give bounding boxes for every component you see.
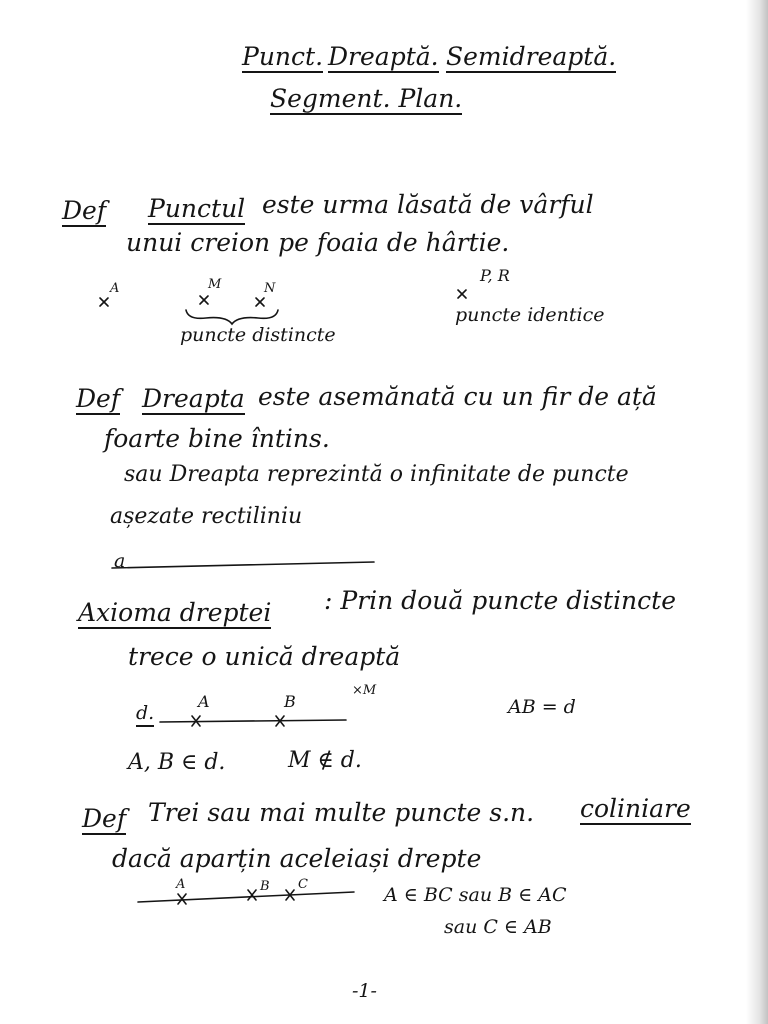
point-label-n: N (264, 281, 276, 296)
term-coliniare: coliniare (580, 794, 691, 823)
title-segment-plan: Segment. Plan. (270, 84, 463, 113)
line-label-a: a (114, 550, 126, 572)
term-dreapta: Dreapta (142, 384, 245, 413)
caption-puncte-distincte: puncte distincte (180, 324, 336, 346)
line-a (112, 562, 374, 568)
coliniare-point-a: A (176, 877, 186, 892)
axioma-eq-ab-d: AB = d (508, 696, 576, 718)
axioma-point-a: A (198, 692, 210, 711)
title-dreapta: Dreaptă. (328, 42, 439, 71)
coliniare-point-c: C (298, 877, 308, 892)
title-semidreapta: Semidreaptă. (446, 42, 617, 71)
term-axioma-dreptei: Axioma dreptei (78, 598, 272, 627)
cross-mark-n (256, 298, 264, 306)
page-number: -1- (352, 980, 377, 1002)
coliniare-point-b: B (260, 879, 270, 894)
axioma-point-b: B (284, 692, 296, 711)
def-dreapta-text-2: foarte bine întins. (104, 424, 330, 453)
coliniare-text-1: Trei sau mai multe puncte s.n. (148, 798, 535, 827)
cross-mark-col-a (178, 894, 186, 904)
def-tag-dreapta: Def (76, 384, 121, 413)
brace-distinct (186, 310, 278, 324)
coliniare-relation-2: sau C ∈ AB (444, 916, 552, 938)
axioma-text-2: trece o unică dreaptă (128, 642, 401, 671)
coliniare-text-2: dacă aparțin aceleiași drepte (112, 844, 482, 873)
axioma-not-belongs: M ∉ d. (288, 748, 362, 773)
def-dreapta-text-1: este asemănată cu un fir de ață (258, 382, 657, 411)
cross-mark-m (200, 296, 208, 304)
def-tag-punct: Def (62, 196, 107, 225)
point-label-a: A (110, 281, 120, 296)
def-punct-text-2: unui creion pe foaia de hârtie. (126, 228, 510, 257)
def-punct-text-1: este urma lăsată de vârful (262, 190, 594, 219)
def-tag-coliniare: Def (82, 804, 127, 833)
def-dreapta-text-4: așezate rectiliniu (110, 504, 303, 529)
scan-shadow-edge (746, 0, 768, 1024)
line-label-d: d. (136, 704, 154, 727)
point-label-pr: P, R (480, 266, 510, 285)
cross-mark-a (100, 298, 108, 306)
cross-mark-pr (458, 290, 466, 298)
cross-mark-col-b (248, 890, 256, 900)
axioma-text-1: : Prin două puncte distincte (324, 586, 677, 615)
axioma-belongs: A, B ∈ d. (128, 750, 226, 775)
term-punctul: Punctul (148, 194, 246, 223)
axioma-point-m: ×M (352, 683, 377, 698)
title-punct: Punct. (242, 42, 324, 71)
line-collinear (138, 892, 354, 902)
coliniare-relation-1: A ∈ BC sau B ∈ AC (384, 884, 567, 906)
line-d (160, 720, 346, 722)
caption-puncte-identice: puncte identice (455, 304, 605, 326)
def-dreapta-text-3: sau Dreapta reprezintă o infinitate de puncte (124, 462, 629, 487)
point-label-m: M (208, 277, 222, 292)
